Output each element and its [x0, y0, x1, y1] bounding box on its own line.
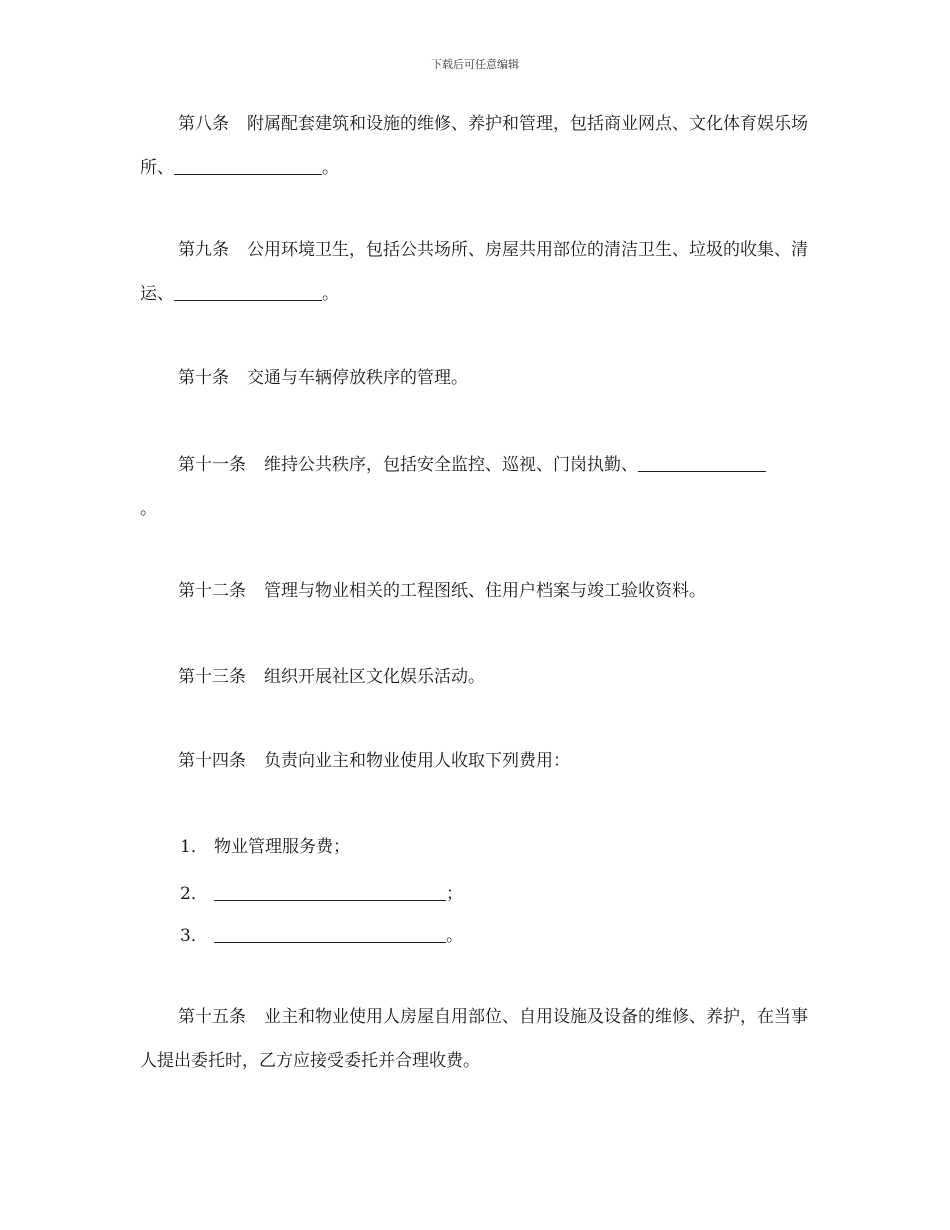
article-8: 第八条 附属配套建筑和设施的维修、养护和管理，包括商业网点、文化体育娱乐场所、 。 [140, 114, 808, 178]
fill-blank [174, 280, 322, 301]
fee-item-1: 1． 物业管理服务费； [180, 837, 350, 857]
article-text: 负责向业主和物业使用人收取下列费用： [264, 751, 570, 771]
article-number: 第十条 [178, 368, 229, 388]
article-number: 第十五条 [178, 1007, 246, 1027]
article-text: 附属配套建筑和设施的维修、养护和管理，包括商业网点、文化体育娱乐场所、 [140, 114, 808, 178]
article-text: 维持公共秩序，包括安全监控、巡视、门岗执勤、 [264, 455, 638, 475]
fill-blank [214, 880, 446, 901]
article-number: 第十三条 [178, 667, 246, 687]
article-number: 第十二条 [178, 581, 246, 601]
article-number: 第九条 [178, 240, 229, 260]
article-12 [140, 569, 812, 613]
article-14 [140, 739, 812, 783]
fill-blank [174, 154, 322, 175]
article-13 [140, 655, 812, 699]
article-15 [140, 995, 812, 1083]
fill-blank [638, 451, 766, 472]
article-11: 第十一条 维持公共秩序，包括安全监控、巡视、门岗执勤、 。 [140, 443, 812, 531]
fill-blank [214, 922, 446, 943]
article-number: 第十一条 [178, 455, 246, 475]
article-text: 业主和物业使用人房屋自用部位、自用设施及设备的维修、养护，在当事人提出委托时，乙方应接受委托并合理收费。 [140, 1007, 808, 1071]
article-9: 第九条 公用环境卫生，包括公共场所、房屋共用部位的清洁卫生、垃圾的收集、清运、 。 [140, 240, 808, 304]
article-number: 第八条 [178, 114, 229, 134]
article-text: 交通与车辆停放秩序的管理。 [247, 368, 468, 388]
article-number: 第十四条 [178, 751, 246, 771]
article-text: 组织开展社区文化娱乐活动。 [264, 667, 485, 687]
article-10 [140, 356, 812, 400]
article-text: 管理与物业相关的工程图纸、住用户档案与竣工验收资料。 [264, 581, 706, 601]
fee-item-2: 2． ； [180, 880, 463, 905]
page-header: 下载后可任意编辑 [431, 58, 519, 71]
fee-item-3: 3． 。 [180, 922, 463, 947]
article-text: 公用环境卫生，包括公共场所、房屋共用部位的清洁卫生、垃圾的收集、清运、 [140, 240, 808, 304]
